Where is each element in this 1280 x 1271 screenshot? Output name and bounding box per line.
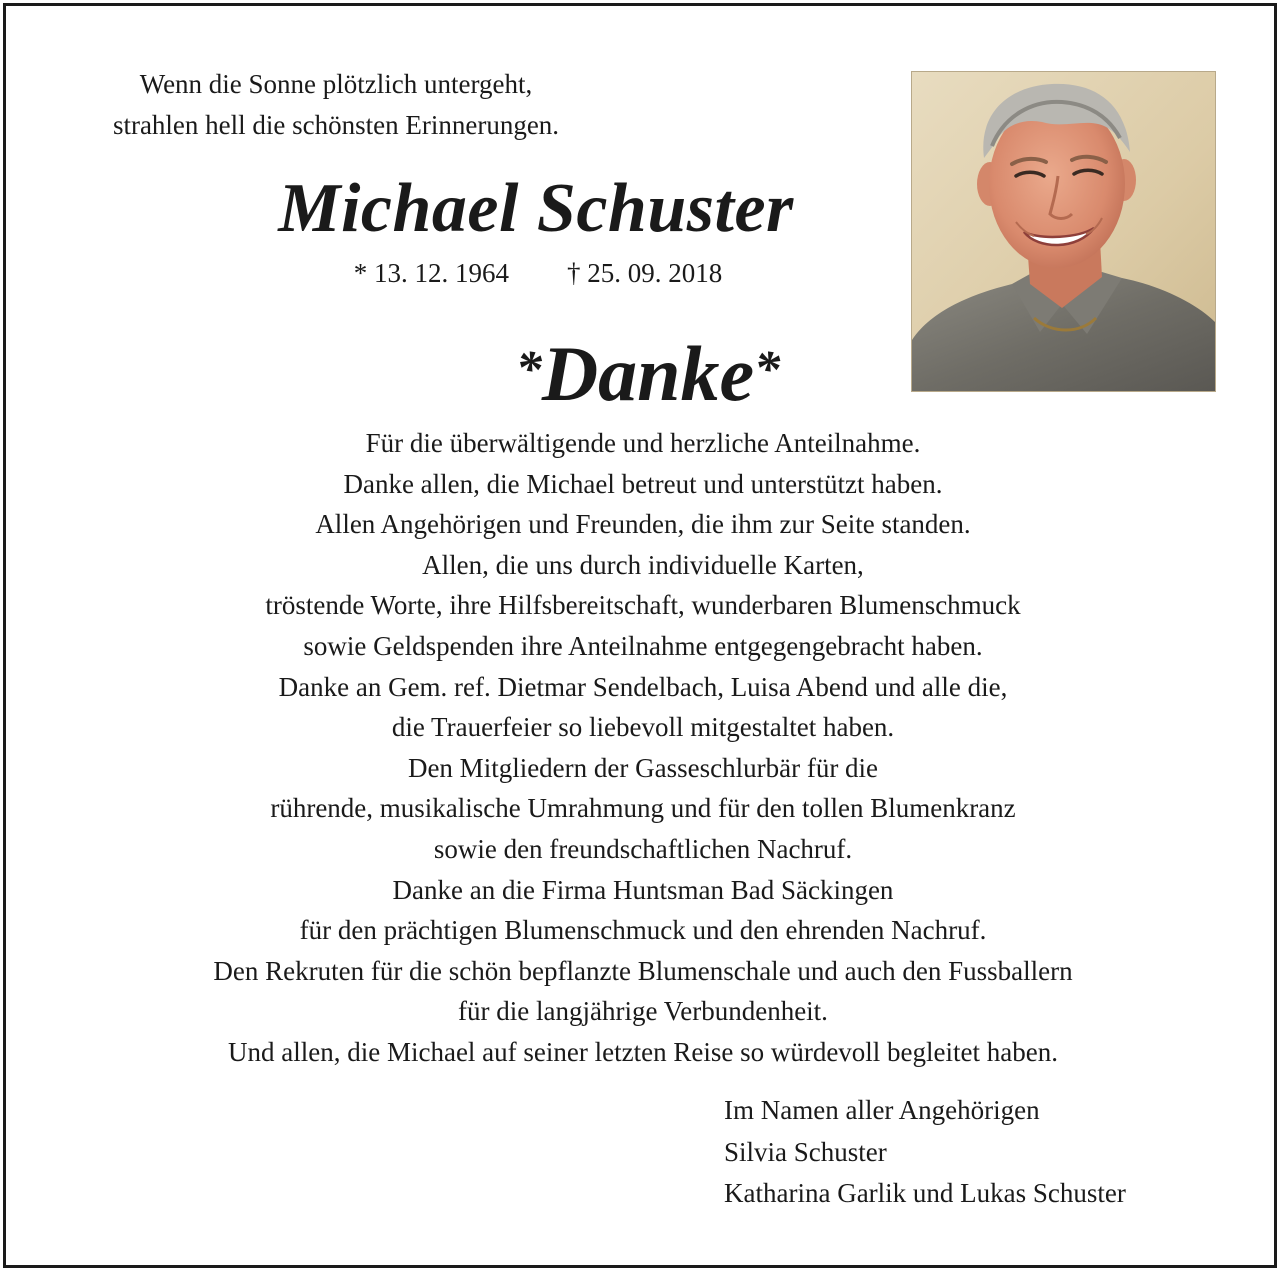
notice-frame: [3, 3, 1277, 1268]
thanks-line: Den Mitgliedern der Gasseschlurbär für die: [407, 752, 879, 783]
thanks-line: für die langjährige Verbundenheit.: [458, 996, 828, 1027]
death-date: † 25. 09. 2018: [567, 258, 723, 288]
thanks-line: tröstende Worte, ihre Hilfsbereitschaft, wunderbaren Blumenschmuck: [265, 590, 1021, 621]
thanks-line: Danke allen, die Michael betreut und unterstützt haben.: [343, 468, 943, 499]
thanks-line: Und allen, die Michael auf seiner letzten Reise so würdevoll begleitet haben.: [228, 1036, 1058, 1067]
thanks-line: Für die überwältigende und herzliche Anteilnahme.: [365, 428, 921, 458]
thanks-line: rührende, musikalische Umrahmung und für den tollen Blumenkranz: [270, 793, 1016, 824]
motto-line-1: Wenn die Sonne plötzlich untergeht,: [139, 69, 533, 99]
portrait-photo: [911, 71, 1216, 392]
signature-line-3: Katharina Garlik und Lukas Schuster: [724, 1178, 1126, 1208]
thanks-line: für den prächtigen Blumenschmuck und den ehrenden Nachruf.: [299, 915, 987, 946]
thanks-line: Allen, die uns durch individuelle Karten,: [422, 549, 864, 580]
star-left: *: [515, 341, 542, 398]
signature-block: [724, 1090, 1264, 1215]
star-right: *: [754, 341, 781, 398]
deceased-name: Michael Schuster: [278, 170, 794, 247]
birth-date: * 13. 12. 1964: [353, 258, 509, 288]
portrait-illustration: [912, 72, 1215, 391]
signature-line-1: Im Namen aller Angehörigen: [724, 1095, 1040, 1125]
thanks-line: Allen Angehörigen und Freunden, die ihm zur Seite standen.: [315, 509, 971, 540]
thanks-line: Den Rekruten für die schön bepflanzte Blumenschale und auch den Fussballern: [213, 955, 1073, 986]
thanks-line: Danke an die Firma Huntsman Bad Säckingen: [392, 874, 894, 905]
motto: [46, 64, 626, 146]
danke-word: Danke: [541, 330, 755, 417]
thanks-line: die Trauerfeier so liebevoll mitgestaltet haben.: [391, 712, 895, 743]
motto-line-2: strahlen hell die schönsten Erinnerungen.: [112, 110, 560, 140]
thanks-line: Danke an Gem. ref. Dietmar Sendelbach, Luisa Abend und alle die,: [278, 671, 1008, 702]
thanks-line: sowie den freundschaftlichen Nachruf.: [433, 833, 853, 864]
thanks-line: sowie Geldspenden ihre Anteilnahme entgegengebracht haben.: [303, 630, 983, 661]
thanks-text: [6, 423, 1280, 1073]
signature-line-2: Silvia Schuster: [724, 1136, 887, 1167]
